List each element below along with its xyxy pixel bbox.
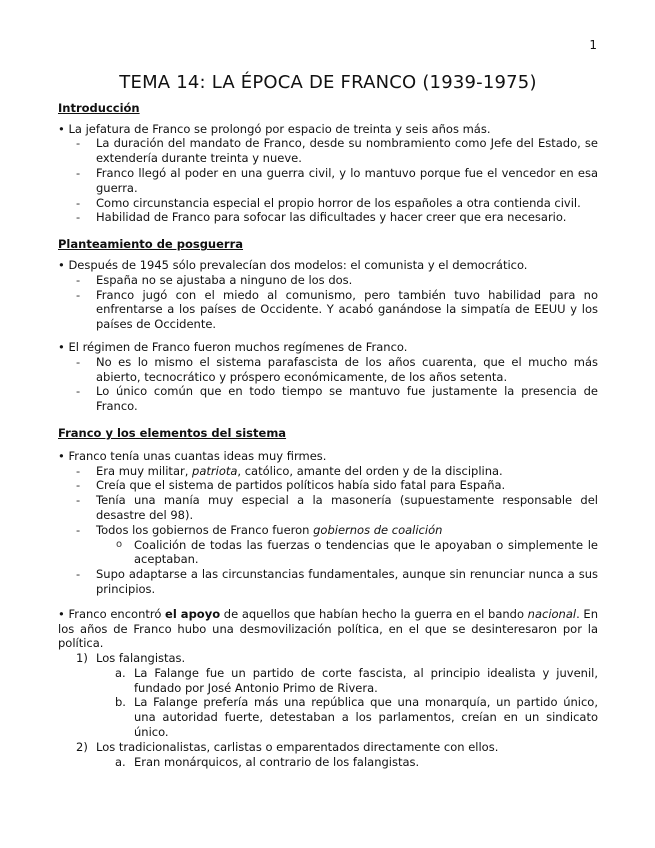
list-item: 1) Los falangistas. a. La Falange fue un partido de corte fascista, al principio idealista y juvenil, fundado por José Antonio Primo de Rivera. b. La Falange prefería más una república que una monarquía, un partido único, una autoridad fuerte, detestaban a los parlamentos, creían en un sindicato único. <box>76 651 598 740</box>
list-item: - Creía que el sistema de partidos políticos había sido fatal para España. <box>96 478 598 493</box>
list-item: - Franco llegó al poder en una guerra civil, y lo mantuvo porque fue el vencedor en esa guerra. <box>96 166 598 196</box>
document-body <box>58 72 598 769</box>
list-item: - España no se ajustaba a ninguno de los dos. <box>96 273 598 288</box>
list-item: - La duración del mandato de Franco, desde su nombramiento como Jefe del Estado, se extendería durante treinta y nueve. <box>96 136 598 166</box>
list-item: b. La Falange prefería más una república que una monarquía, un partido único, una autoridad fuerte, detestaban a los parlamentos, creían en un sindicato único. <box>115 695 598 740</box>
list-item: - Como circunstancia especial el propio horror de los españoles a otra contienda civil. <box>96 196 598 211</box>
support-paragraph: • Franco encontró el apoyo de aquellos que habían hecho la guerra en el bando nacional. En los años de Franco hubo una desmovilización política, en el que se desinteresaron por la política. <box>58 606 598 651</box>
bullet-paragraph: • Franco tenía unas cuantas ideas muy firmes. <box>58 449 598 464</box>
dash-list <box>58 464 598 597</box>
bullet-paragraph: • La jefatura de Franco se prolongó por espacio de treinta y seis años más. <box>58 122 598 137</box>
bullet-paragraph: • Después de 1945 sólo prevalecían dos modelos: el comunista y el democrático. <box>58 258 598 273</box>
list-item: - Franco jugó con el miedo al comunismo, pero también tuvo habilidad para no enfrentarse a los países de Occidente. Y acabó ganándose la simpatía de EEUU y los países de Occidente. <box>96 288 598 332</box>
list-item: - Lo único común que en todo tiempo se mantuvo fue justamente la presencia de Franco. <box>96 384 598 414</box>
list-item: - Supo adaptarse a las circunstancias fundamentales, aunque sin renunciar nunca a sus principios. <box>96 567 598 597</box>
dash-list <box>58 273 598 332</box>
list-item: o Coalición de todas las fuerzas o tendencias que le apoyaban o simplemente le aceptaban. <box>134 538 598 568</box>
numbered-list <box>58 651 598 769</box>
sub-list <box>96 538 598 568</box>
page-title: TEMA 14: LA ÉPOCA DE FRANCO (1939-1975) <box>119 72 537 93</box>
list-item: 2) Los tradicionalistas, carlistas o emparentados directamente con ellos. a. Eran monárquicos, al contrario de los falangistas. <box>96 740 598 770</box>
list-item: - Habilidad de Franco para sofocar las dificultades y hacer creer que era necesario. <box>96 210 598 225</box>
list-item: - No es lo mismo el sistema parafascista de los años cuarenta, que el mucho más abierto, tecnocrático y próspero económicamente, de los años setenta. <box>96 355 598 385</box>
list-item: a. Eran monárquicos, al contrario de los falangistas. <box>115 754 420 769</box>
section-heading-sistema: Franco y los elementos del sistema <box>58 425 287 440</box>
section-heading-introduccion: Introducción <box>58 100 140 115</box>
section-heading-posguerra: Planteamiento de posguerra <box>58 237 244 252</box>
dash-list <box>58 136 598 225</box>
list-item: - Todos los gobiernos de Franco fueron gobiernos de coalición o Coalición de todas las fuerzas o tendencias que le apoyaban o simplemente le aceptaban. <box>96 523 598 567</box>
lettered-list <box>96 755 598 770</box>
list-item: - Era muy militar, patriota, católico, amante del orden y de la disciplina. <box>96 464 598 479</box>
bullet-paragraph: • El régimen de Franco fueron muchos regímenes de Franco. <box>58 340 598 355</box>
lettered-list <box>96 666 598 740</box>
page-number: 1 <box>589 38 597 52</box>
list-item: - Tenía una manía muy especial a la masonería (supuestamente responsable del desastre del 98). <box>96 493 598 523</box>
list-item: a. La Falange fue un partido de corte fascista, al principio idealista y juvenil, fundado por José Antonio Primo de Rivera. <box>115 665 598 695</box>
dash-list <box>58 355 598 414</box>
